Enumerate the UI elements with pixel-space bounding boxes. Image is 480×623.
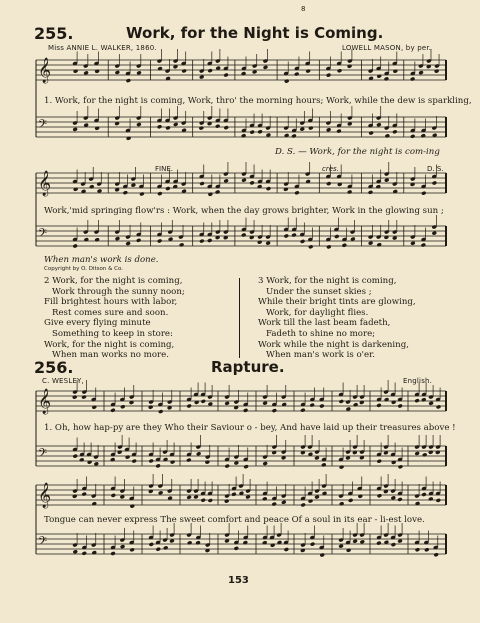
note-head bbox=[136, 238, 141, 243]
note-head bbox=[376, 242, 381, 247]
note-head bbox=[348, 498, 353, 503]
note-head bbox=[257, 129, 262, 134]
note-head bbox=[224, 464, 229, 469]
note-head bbox=[196, 451, 201, 456]
note-head bbox=[281, 500, 286, 505]
verse-2-line: Work through the sunny noon; bbox=[52, 286, 185, 297]
note-head bbox=[131, 183, 136, 188]
note-head bbox=[338, 544, 343, 549]
note-head bbox=[82, 551, 87, 556]
note-head bbox=[129, 547, 134, 552]
note-head bbox=[263, 65, 268, 70]
note-head bbox=[126, 78, 131, 83]
page-number: 153 bbox=[228, 575, 249, 586]
note-head bbox=[385, 133, 390, 138]
fine-mark: FINE. bbox=[155, 165, 173, 173]
note-head bbox=[294, 190, 299, 195]
note-head bbox=[421, 397, 426, 402]
note-head bbox=[170, 460, 175, 465]
note-head bbox=[231, 492, 236, 497]
note-head bbox=[92, 405, 97, 410]
note-head bbox=[271, 502, 276, 507]
words-credit-256: C. WESLEY, bbox=[42, 377, 84, 385]
note-head bbox=[110, 408, 115, 413]
note-head bbox=[321, 462, 326, 467]
note-head bbox=[173, 122, 178, 127]
verse-2-line: Give every flying minute bbox=[44, 318, 151, 329]
note-head bbox=[339, 501, 344, 506]
note-head bbox=[428, 450, 433, 455]
top-mark: 8 bbox=[301, 5, 306, 13]
note-head bbox=[353, 402, 358, 407]
note-head bbox=[186, 495, 191, 500]
note-head bbox=[414, 451, 419, 456]
note-head bbox=[73, 69, 78, 74]
note-head bbox=[339, 399, 344, 404]
note-head bbox=[94, 237, 99, 242]
note-head bbox=[376, 74, 381, 79]
verse-2-line: Rest comes sure and soon. bbox=[52, 307, 169, 318]
bass-clef-icon: 𝄢 bbox=[38, 535, 48, 551]
note-head bbox=[265, 241, 270, 246]
note-head bbox=[148, 459, 153, 464]
note-head bbox=[319, 553, 324, 558]
lyric-line-255-1: 1. Work, for the night is coming, Work, thro' the morning hours; Work, while the dew is sparkling, bbox=[44, 96, 472, 106]
note-head bbox=[421, 492, 426, 497]
note-head bbox=[179, 242, 184, 247]
treble-clef-icon: 𝄞 bbox=[38, 389, 52, 414]
note-head bbox=[428, 401, 433, 406]
ending-lyric-255: When man's work is done. bbox=[44, 255, 159, 265]
verse-2-line: Work, for the night is coming, bbox=[44, 339, 175, 350]
note-head bbox=[136, 122, 141, 127]
verse-2-line: Something to keep in store: bbox=[52, 328, 173, 339]
note-head bbox=[336, 129, 341, 134]
treble-clef-icon: 𝄞 bbox=[38, 58, 52, 83]
note-head bbox=[249, 180, 254, 185]
note-head bbox=[187, 540, 192, 545]
note-head bbox=[337, 68, 342, 73]
treble-clef-icon: 𝄞 bbox=[38, 483, 52, 508]
note-head bbox=[241, 178, 246, 183]
note-head bbox=[139, 192, 144, 197]
note-head bbox=[428, 497, 433, 502]
note-head bbox=[224, 499, 229, 504]
bass-clef-icon: 𝄢 bbox=[38, 227, 48, 243]
note-head bbox=[421, 243, 426, 248]
verse-divider bbox=[239, 278, 240, 358]
note-head bbox=[368, 241, 373, 246]
note-head bbox=[157, 239, 162, 244]
note-head bbox=[199, 75, 204, 80]
note-head bbox=[136, 70, 141, 75]
note-head bbox=[223, 178, 228, 183]
note-head bbox=[436, 405, 441, 410]
note-head bbox=[163, 545, 168, 550]
note-head bbox=[120, 404, 125, 409]
note-head bbox=[243, 408, 248, 413]
note-head bbox=[234, 461, 239, 466]
note-head bbox=[352, 539, 357, 544]
note-head bbox=[262, 540, 267, 545]
note-head bbox=[300, 503, 305, 508]
note-head bbox=[131, 459, 136, 464]
note-head bbox=[148, 405, 153, 410]
note-head bbox=[384, 235, 389, 240]
note-head bbox=[158, 490, 163, 495]
hymn-title-256: Rapture. bbox=[211, 358, 285, 376]
note-head bbox=[224, 401, 229, 406]
note-head bbox=[346, 548, 351, 553]
note-head bbox=[421, 191, 426, 196]
hymn-number-255: 255. bbox=[34, 24, 74, 43]
note-head bbox=[397, 539, 402, 544]
note-head bbox=[347, 190, 352, 195]
note-head bbox=[157, 124, 162, 129]
note-head bbox=[224, 125, 229, 130]
note-head bbox=[195, 540, 200, 545]
note-head bbox=[283, 187, 288, 192]
note-head bbox=[432, 181, 437, 186]
note-head bbox=[326, 127, 331, 132]
note-head bbox=[418, 70, 423, 75]
note-head bbox=[199, 126, 204, 131]
note-head bbox=[266, 186, 271, 191]
bass-clef-icon: 𝄢 bbox=[38, 118, 48, 134]
note-head bbox=[410, 241, 415, 246]
note-head bbox=[291, 233, 296, 238]
note-head bbox=[181, 69, 186, 74]
lyric-line-256-1: 1. Oh, how hap-py are they Who their Saviour o - bey, And have laid up their treasures above ! bbox=[44, 423, 456, 433]
verse-3-line: Under the sunset skies ; bbox=[266, 286, 372, 297]
verse-3-line: Work while the night is darkening, bbox=[258, 339, 409, 350]
note-head bbox=[243, 464, 248, 469]
note-head bbox=[186, 458, 191, 463]
verse-3-line: While their bright tints are glowing, bbox=[258, 297, 416, 308]
music-credit-255: LOWELL MASON, by per. bbox=[342, 44, 432, 52]
words-credit-255: Miss ANNIE L. WALKER, 1860. bbox=[48, 44, 157, 52]
verse-2 bbox=[44, 276, 185, 361]
note-head bbox=[308, 499, 313, 504]
note-head bbox=[262, 496, 267, 501]
note-head bbox=[73, 549, 78, 554]
note-head bbox=[83, 71, 88, 76]
note-head bbox=[158, 409, 163, 414]
note-head bbox=[305, 69, 310, 74]
note-head bbox=[115, 236, 120, 241]
hymn-number-256: 256. bbox=[34, 358, 74, 377]
note-head bbox=[384, 77, 389, 82]
note-head bbox=[215, 190, 220, 195]
lyric-line-256-2: Tongue can never express The sweet comfort and peace Of a soul in its ear - li-est love. bbox=[44, 515, 425, 525]
note-head bbox=[117, 450, 122, 455]
cres-mark: cres. bbox=[322, 165, 339, 173]
note-head bbox=[272, 408, 277, 413]
note-head bbox=[207, 238, 212, 243]
note-head bbox=[410, 77, 415, 82]
verse-3-line: Work, for daylight flies. bbox=[266, 307, 369, 318]
note-head bbox=[326, 245, 331, 250]
note-head bbox=[300, 239, 305, 244]
note-head bbox=[308, 126, 313, 131]
note-head bbox=[81, 395, 86, 400]
verse-3-line: When man's work is o'er. bbox=[266, 350, 376, 361]
note-head bbox=[424, 547, 429, 552]
note-head bbox=[326, 181, 331, 186]
note-head bbox=[157, 191, 162, 196]
note-head bbox=[149, 542, 154, 547]
note-head bbox=[377, 493, 382, 498]
note-head bbox=[384, 178, 389, 183]
note-head bbox=[368, 190, 373, 195]
verse-3-line: Work till the last beam fadeth, bbox=[258, 318, 391, 329]
note-head bbox=[205, 460, 210, 465]
note-head bbox=[398, 464, 403, 469]
note-head bbox=[376, 403, 381, 408]
note-head bbox=[421, 133, 426, 138]
note-head bbox=[262, 461, 267, 466]
hymn-title-255: Work, for the Night is Coming. bbox=[126, 24, 384, 42]
note-head bbox=[376, 541, 381, 546]
note-head bbox=[165, 186, 170, 191]
note-head bbox=[391, 496, 396, 501]
note-head bbox=[123, 190, 128, 195]
note-head bbox=[300, 408, 305, 413]
note-head bbox=[391, 542, 396, 547]
note-head bbox=[72, 395, 77, 400]
note-head bbox=[125, 455, 130, 460]
note-head bbox=[110, 551, 115, 556]
note-head bbox=[186, 404, 191, 409]
note-head bbox=[94, 462, 99, 467]
note-head bbox=[392, 129, 397, 134]
note-head bbox=[87, 460, 92, 465]
note-head bbox=[199, 239, 204, 244]
note-head bbox=[199, 181, 204, 186]
note-head bbox=[155, 463, 160, 468]
note-head bbox=[422, 452, 427, 457]
note-head bbox=[300, 127, 305, 132]
note-head bbox=[377, 459, 382, 464]
bass-clef-icon: 𝄢 bbox=[38, 447, 48, 463]
note-head bbox=[284, 234, 289, 239]
note-head bbox=[376, 122, 381, 127]
note-head bbox=[94, 69, 99, 74]
note-head bbox=[334, 234, 339, 239]
treble-clef-icon: 𝄞 bbox=[38, 171, 52, 196]
note-head bbox=[397, 404, 402, 409]
note-head bbox=[111, 493, 116, 498]
note-head bbox=[291, 134, 296, 139]
note-head bbox=[434, 69, 439, 74]
note-head bbox=[309, 403, 314, 408]
note-head bbox=[223, 73, 228, 78]
note-head bbox=[249, 130, 254, 135]
note-head bbox=[215, 124, 220, 129]
note-head bbox=[201, 498, 206, 503]
note-head bbox=[241, 233, 246, 238]
note-head bbox=[284, 79, 289, 84]
note-head bbox=[208, 498, 213, 503]
note-head bbox=[358, 494, 363, 499]
note-head bbox=[342, 243, 347, 248]
note-head bbox=[72, 244, 77, 249]
note-head bbox=[165, 125, 170, 130]
note-head bbox=[120, 544, 125, 549]
copyright-note: Copyright by O. Ditson & Co. bbox=[44, 266, 123, 272]
note-head bbox=[433, 552, 438, 557]
note-head bbox=[130, 504, 135, 509]
note-head bbox=[207, 68, 212, 73]
note-head bbox=[368, 131, 373, 136]
verse-2-line: When man works no more. bbox=[52, 350, 169, 361]
note-head bbox=[72, 494, 77, 499]
note-head bbox=[201, 399, 206, 404]
note-head bbox=[72, 454, 77, 459]
note-head bbox=[241, 133, 246, 138]
note-head bbox=[410, 134, 415, 139]
note-head bbox=[347, 64, 352, 69]
note-head bbox=[397, 497, 402, 502]
note-head bbox=[391, 400, 396, 405]
note-head bbox=[319, 404, 324, 409]
note-head bbox=[257, 240, 262, 245]
ds-mark: D. S. bbox=[427, 165, 444, 173]
note-head bbox=[81, 492, 86, 497]
note-head bbox=[294, 72, 299, 77]
note-head bbox=[79, 457, 84, 462]
note-head bbox=[360, 539, 365, 544]
note-head bbox=[262, 401, 267, 406]
note-head bbox=[310, 542, 315, 547]
note-head bbox=[208, 192, 213, 197]
note-head bbox=[432, 231, 437, 236]
note-head bbox=[125, 241, 130, 246]
note-head bbox=[115, 70, 120, 75]
note-head bbox=[284, 547, 289, 552]
verse-3 bbox=[258, 276, 416, 361]
verse-2-line: Fill brightest hours with labor, bbox=[44, 297, 178, 308]
note-head bbox=[94, 126, 99, 131]
note-head bbox=[414, 398, 419, 403]
note-head bbox=[415, 547, 420, 552]
note-head bbox=[326, 73, 331, 78]
note-head bbox=[234, 546, 239, 551]
note-head bbox=[156, 547, 161, 552]
ds-lyric-255: D. S. — Work, for the night is com-ing bbox=[275, 147, 440, 157]
verse-2-line: 2 Work, for the night is coming, bbox=[44, 276, 183, 286]
lyric-line-255-2: Work,'mid springing flow'rs : Work, when the day grows brighter, Work in the glowing sun ; bbox=[44, 206, 444, 216]
verse-3-line: 3 Work, for the night is coming, bbox=[258, 276, 397, 286]
note-head bbox=[89, 184, 94, 189]
note-head bbox=[393, 69, 398, 74]
note-head bbox=[72, 127, 77, 132]
verse-3-line: Fadeth to shine no more; bbox=[266, 328, 376, 339]
note-head bbox=[270, 543, 275, 548]
music-credit-256: English. bbox=[403, 377, 433, 385]
note-head bbox=[339, 465, 344, 470]
note-head bbox=[308, 244, 313, 249]
note-head bbox=[436, 498, 441, 503]
